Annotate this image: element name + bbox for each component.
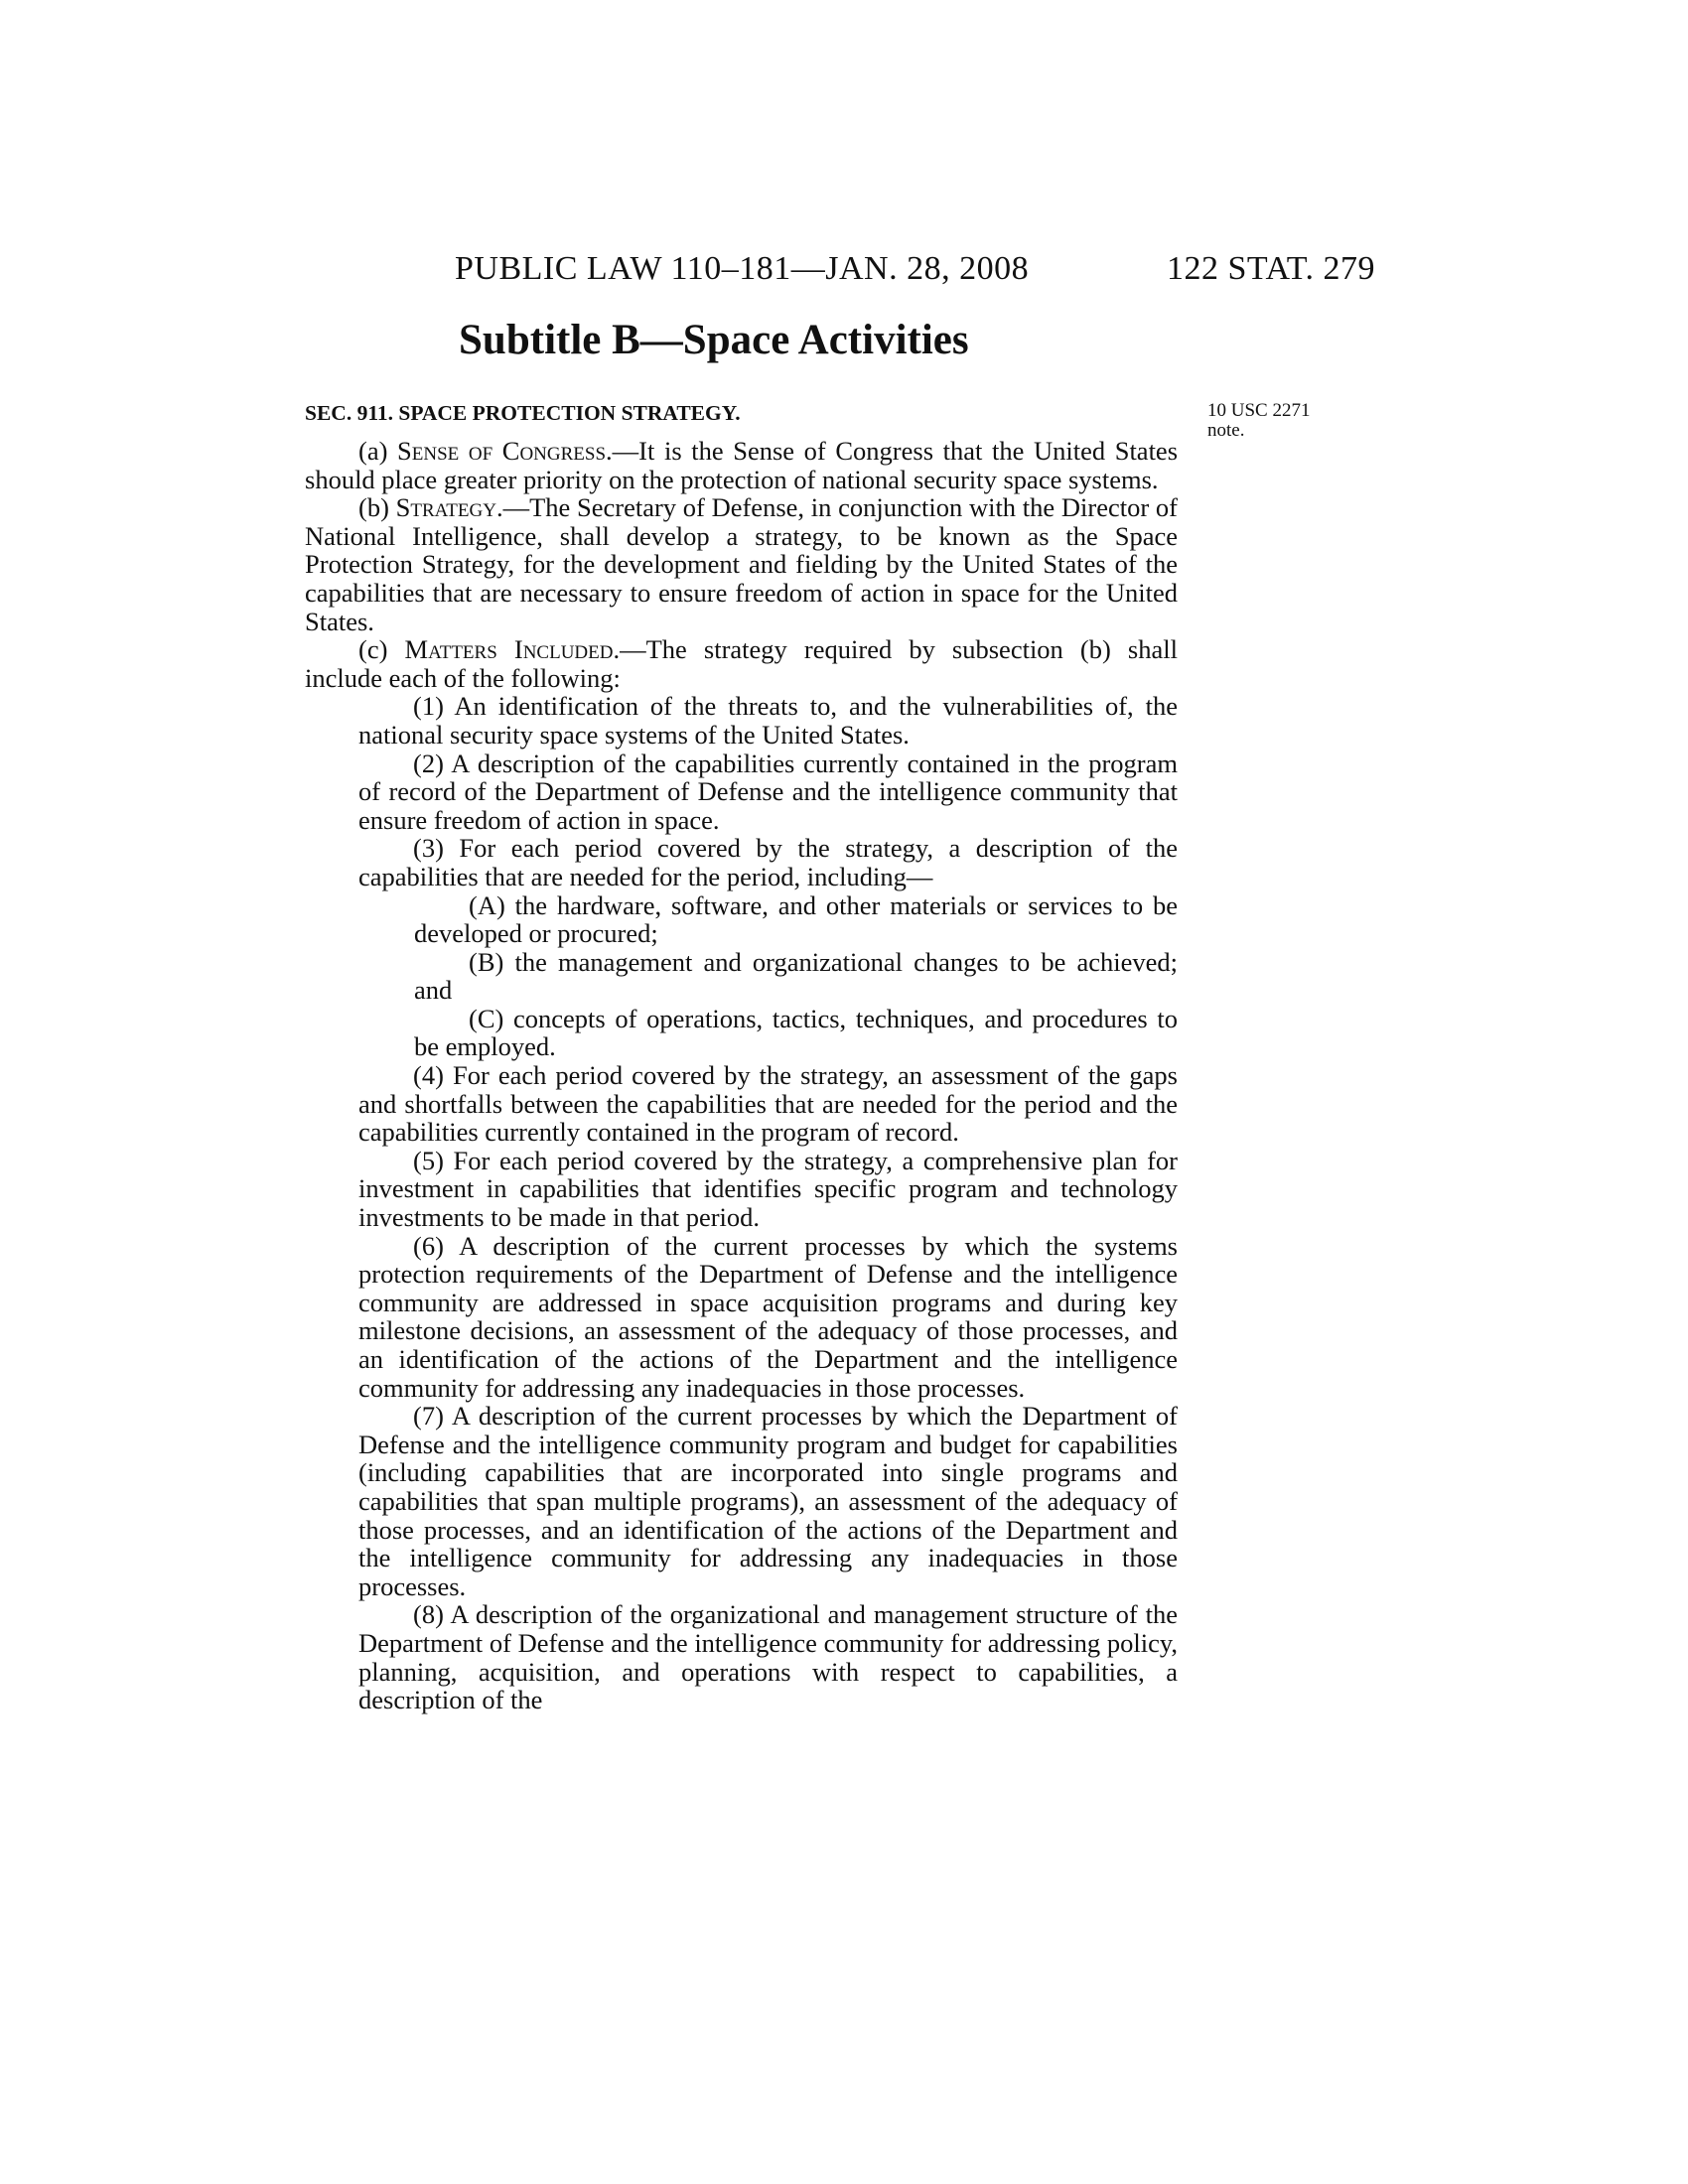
margin-note-citation: 10 USC 2271	[1207, 400, 1311, 421]
section-heading: SEC. 911. SPACE PROTECTION STRATEGY.	[305, 401, 741, 425]
subparagraph-3B: (B) the management and organizational changes to be achieved; and	[414, 946, 1178, 1006]
running-head: PUBLIC LAW 110–181—JAN. 28, 2008	[455, 250, 1030, 287]
paragraph-8: (8) A description of the organizational and management structure of the Department of Defense and the intelligence community for addressing policy, planning, acquisition, and operations with respect to capabilities, a description of the	[358, 1599, 1178, 1715]
page-number: 122 STAT. 279	[1167, 250, 1375, 287]
subsection-b	[305, 493, 1178, 635]
paragraph-1: (1) An identification of the threats to, and the vulnerabilities of, the national security space systems of the United States.	[358, 691, 1178, 750]
section-body	[305, 437, 1178, 1714]
paragraph-7: (7) A description of the current processes by which the Department of Defense and the intelligence community program and budget for capabilities (including capabilities that are incorporated into single programs and capabilities that span multiple programs), an assessment of the adequacy of those processes, and an identification of the actions of the Department and the intelligence community for addressing any inadequacies in those processes.	[358, 1401, 1178, 1601]
subsection-a-text: .—It is the Sense of Congress that the United States should place greater priority on the protection of national security space systems.	[305, 436, 1179, 494]
subsection-c-text: .—The strategy required by subsection (b) shall include each of the following:	[305, 634, 1178, 693]
subsection-b-label: (b)	[358, 492, 396, 523]
subparagraph-3A: (A) the hardware, software, and other materials or services to be developed or procured;	[414, 889, 1178, 949]
subsection-b-heading: Strategy	[395, 492, 496, 523]
margin-note-suffix: note.	[1207, 420, 1245, 441]
subsection-c-label: (c)	[358, 634, 405, 665]
subsection-c-heading: Matters Included	[404, 634, 614, 665]
paragraph-4: (4) For each period covered by the strategy, an assessment of the gaps and shortfalls between the capabilities that are needed for the period and the capabilities currently contained in the program of record.	[358, 1060, 1178, 1148]
subsection-b-text: .—The Secretary of Defense, in conjunction with the Director of National Intelligence, shall develop a strategy, to be known as the Space Protection Strategy, for the development and fielding by the United States of the capabilities that are necessary to ensure freedom of action in space for the United States.	[305, 492, 1178, 636]
margin-note	[1207, 401, 1346, 441]
paragraph-6: (6) A description of the current processes by which the systems protection requirements of the Department of Defense and the intelligence community are addressed in space acquisition programs and during key milestone decisions, an assessment of the adequacy of those processes, and an identification of the actions of the Department and the intelligence community for addressing any inadequacies in those processes.	[358, 1230, 1178, 1403]
subparagraph-3C: (C) concepts of operations, tactics, techniques, and procedures to be employed.	[414, 1003, 1178, 1062]
subsection-a-heading: Sense of Congress	[397, 436, 607, 466]
subtitle-heading: Subtitle B—Space Activities	[459, 317, 969, 363]
paragraph-3: (3) For each period covered by the strategy, a description of the capabilities that are needed for the period, including—	[358, 833, 1178, 891]
subsection-a	[305, 437, 1178, 493]
subsection-c	[305, 635, 1178, 692]
subsection-a-label: (a)	[358, 436, 398, 466]
paragraph-2: (2) A description of the capabilities currently contained in the program of record of the Department of Defense and the intelligence community that ensure freedom of action in space.	[358, 748, 1178, 835]
paragraph-5: (5) For each period covered by the strategy, a comprehensive plan for investment in capabilities that identifies specific program and technology investments to be made in that period.	[358, 1145, 1178, 1233]
